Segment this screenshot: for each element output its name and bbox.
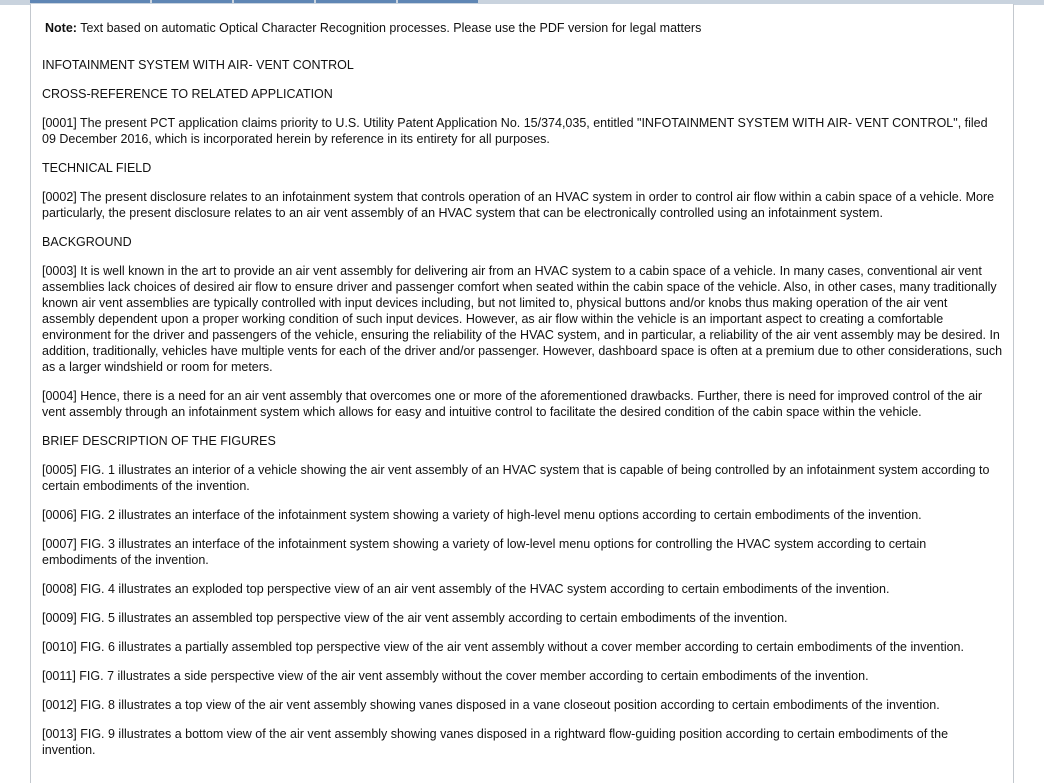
paragraph-0008: [0008] FIG. 4 illustrates an exploded top perspective view of an air vent assembly of the HVAC system according to certain embodiments of the invention.	[42, 582, 890, 596]
section-heading: CROSS-REFERENCE TO RELATED APPLICATION	[42, 87, 333, 101]
description-content	[31, 4, 1013, 758]
section-heading: BRIEF DESCRIPTION OF THE FIGURES	[42, 434, 276, 448]
paragraph-0001: [0001] The present PCT application claims priority to U.S. Utility Patent Application No. 15/374,035, entitled "INFOTAINMENT SYSTEM WITH AIR- VENT CONTROL", filed 09 December 2016, which is incorporated herein by reference in its entirety for all purposes.	[42, 116, 988, 146]
paragraph-0005: [0005] FIG. 1 illustrates an interior of a vehicle showing the air vent assembly of an HVAC system that is capable of being controlled by an infotainment system according to certain embodiments of the invention.	[42, 463, 990, 493]
tab-documents[interactable]	[316, 0, 396, 3]
description-panel[interactable]	[30, 4, 1014, 783]
paragraph-0004: [0004] Hence, there is a need for an air vent assembly that overcomes one or more of the aforementioned drawbacks. Further, there is need for improved control of the air vent assembly through an infotainment system which allows for easy and intuitive control to facilitate the desired condition of the cabin space within the vehicle.	[42, 389, 983, 419]
paragraph-0002: [0002] The present disclosure relates to an infotainment system that controls operation of an HVAC system in order to control air flow within a cabin space of a vehicle. More particularly, the present disclosure relates to an air vent assembly of an HVAC system that can be electronically controlled using an infotainment system.	[42, 190, 995, 220]
paragraph-0012: [0012] FIG. 8 illustrates a top view of the air vent assembly showing vanes disposed in a vane closeout position according to certain embodiments of the invention.	[42, 698, 940, 712]
paragraph-0013: [0013] FIG. 9 illustrates a bottom view of the air vent assembly showing vanes disposed in a rightward flow-guiding position according to certain embodiments of the invention.	[42, 727, 949, 757]
ocr-note	[45, 20, 1003, 36]
tab-drawings[interactable]	[234, 0, 314, 3]
paragraph-0003: [0003] It is well known in the art to provide an air vent assembly for delivering air from an HVAC system to a cabin space of a vehicle. In many cases, conventional air vent assemblies lack choices of desired air flow to ensure driver and passenger comfort when seated within the cabin space of the vehicle. Also, in other cases, many traditionally known air vent assemblies are typically controlled with input devices including, but not limited to, physical buttons and/or knobs thus making operation of the air vent assembly dependent upon a proper working condition of such input devices. However, as air flow within the vehicle is an important aspect to creating a comfortable environment for the driver and passengers of the vehicle, ensuring the reliability of the HVAC system, and in particular, a reliability of the air vent assembly may be desired. In addition, traditionally, vehicles have multiple vents for each of the driver and/or passenger. However, dashboard space is often at a premium due to other considerations, such as a larger windshield or room for meters.	[42, 264, 1003, 374]
note-label: Note:	[45, 21, 77, 35]
tab-claims[interactable]	[152, 0, 232, 3]
paragraph-0010: [0010] FIG. 6 illustrates a partially assembled top perspective view of the air vent assembly without a cover member according to certain embodiments of the invention.	[42, 640, 964, 654]
paragraph-0006: [0006] FIG. 2 illustrates an interface of the infotainment system showing a variety of high-level menu options according to certain embodiments of the invention.	[42, 508, 922, 522]
section-heading: TECHNICAL FIELD	[42, 161, 152, 175]
section-heading: BACKGROUND	[42, 235, 132, 249]
paragraph-0009: [0009] FIG. 5 illustrates an assembled top perspective view of the air vent assembly according to certain embodiments of the invention.	[42, 611, 788, 625]
document-title: INFOTAINMENT SYSTEM WITH AIR- VENT CONTROL	[42, 58, 354, 72]
tab-other[interactable]	[398, 0, 478, 3]
paragraph-0011: [0011] FIG. 7 illustrates a side perspective view of the air vent assembly without the cover member according to certain embodiments of the invention.	[42, 669, 869, 683]
tab-description[interactable]	[30, 0, 150, 3]
note-text: Text based on automatic Optical Character Recognition processes. Please use the PDF version for legal matters	[80, 21, 702, 35]
paragraph-0007: [0007] FIG. 3 illustrates an interface of the infotainment system showing a variety of low-level menu options for controlling the HVAC system according to certain embodiments of the invention.	[42, 537, 927, 567]
